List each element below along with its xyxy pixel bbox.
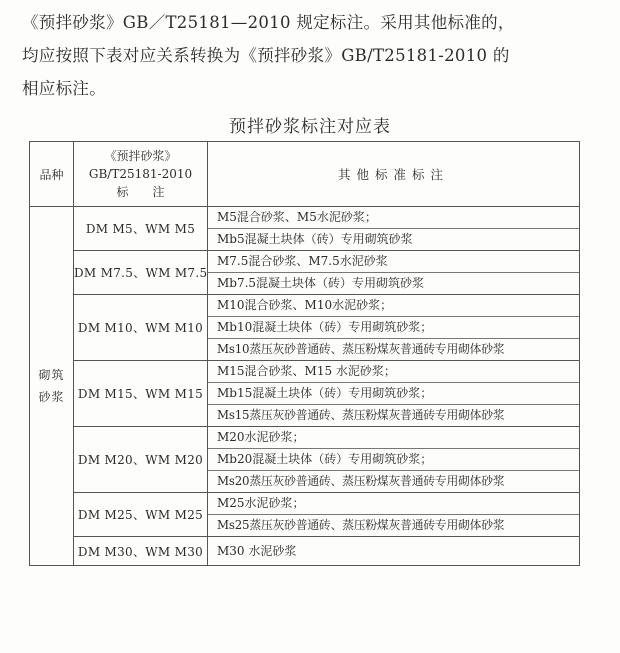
- other-line: M10混合砂浆、M10水泥砂浆；: [208, 295, 579, 317]
- code-cell: DM M10、WM M10: [74, 295, 208, 361]
- variety-line: 砌筑: [38, 368, 65, 382]
- other-line: Ms10蒸压灰砂普通砖、蒸压粉煤灰普通砖专用砌体砂浆: [217, 342, 505, 356]
- table-row: [30, 295, 580, 361]
- other-line: M15混合砂浆、M15 水泥砂浆；: [208, 361, 579, 383]
- code-cell: DM M20、WM M20: [74, 427, 208, 493]
- header-standard-line: 《预拌砂浆》: [104, 149, 177, 163]
- table-row: [30, 493, 580, 537]
- header-standard: [74, 142, 208, 207]
- intro-line: 相应标注。: [22, 79, 106, 98]
- intro-line: 均应按照下表对应关系转换为《预拌砂浆》GB/T25181-2010 的: [22, 46, 510, 65]
- code-cell: DM M5、WM M5: [74, 207, 208, 251]
- other-cell: [208, 251, 580, 295]
- variety-line: 砂浆: [38, 390, 65, 404]
- other-line: M5混合砂浆、M5水泥砂浆；: [208, 207, 579, 229]
- other-cell: [208, 207, 580, 251]
- other-line: M7.5混合砂浆、M7.5水泥砂浆: [208, 251, 579, 273]
- other-cell: [208, 427, 580, 493]
- intro-paragraph: [22, 6, 612, 105]
- other-line: M20水泥砂浆；: [208, 427, 579, 449]
- table-row: [30, 361, 580, 427]
- table-row: [30, 251, 580, 295]
- code-cell: DM M15、WM M15: [74, 361, 208, 427]
- other-cell: [208, 493, 580, 537]
- mortar-mapping-table: [29, 141, 580, 566]
- other-line: Mb20混凝土块体（砖）专用砌筑砂浆；: [208, 449, 579, 471]
- other-line: Ms15蒸压灰砂普通砖、蒸压粉煤灰普通砖专用砌体砂浆: [217, 408, 505, 422]
- other-line: M25水泥砂浆；: [208, 493, 579, 515]
- header-standard-line: 标 注: [116, 185, 165, 199]
- code-cell: DM M25、WM M25: [74, 493, 208, 537]
- other-cell: [208, 537, 580, 566]
- other-line: Mb7.5混凝土块体（砖）专用砌筑砂浆: [217, 276, 425, 290]
- code-cell: DM M30、WM M30: [74, 537, 208, 566]
- intro-line: 《预拌砂浆》GB／T25181—2010 规定标注。采用其他标准的，: [22, 13, 515, 32]
- other-cell: [208, 295, 580, 361]
- other-line: Mb15混凝土块体（砖）专用砌筑砂浆；: [208, 383, 579, 405]
- header-variety: 品种: [30, 142, 74, 207]
- table-title: 预拌砂浆标注对应表: [229, 117, 391, 137]
- other-line: Ms20蒸压灰砂普通砖、蒸压粉煤灰普通砖专用砌体砂浆: [217, 474, 505, 488]
- table-row: [30, 427, 580, 493]
- variety-cell: [30, 207, 74, 566]
- other-line: Mb10混凝土块体（砖）专用砌筑砂浆；: [208, 317, 579, 339]
- table-row: [30, 207, 580, 251]
- other-line: Ms25蒸压灰砂普通砖、蒸压粉煤灰普通砖专用砌体砂浆: [217, 518, 505, 532]
- table-row: [30, 537, 580, 566]
- table-header-row: [30, 142, 580, 207]
- header-standard-line: GB/T25181-2010: [88, 167, 193, 181]
- code-cell: DM M7.5、WM M7.5: [74, 251, 208, 295]
- other-line: Mb5混凝土块体（砖）专用砌筑砂浆: [217, 232, 413, 246]
- other-line: M30 水泥砂浆: [217, 544, 297, 558]
- other-cell: [208, 361, 580, 427]
- header-other: 其他标准标注: [208, 142, 580, 207]
